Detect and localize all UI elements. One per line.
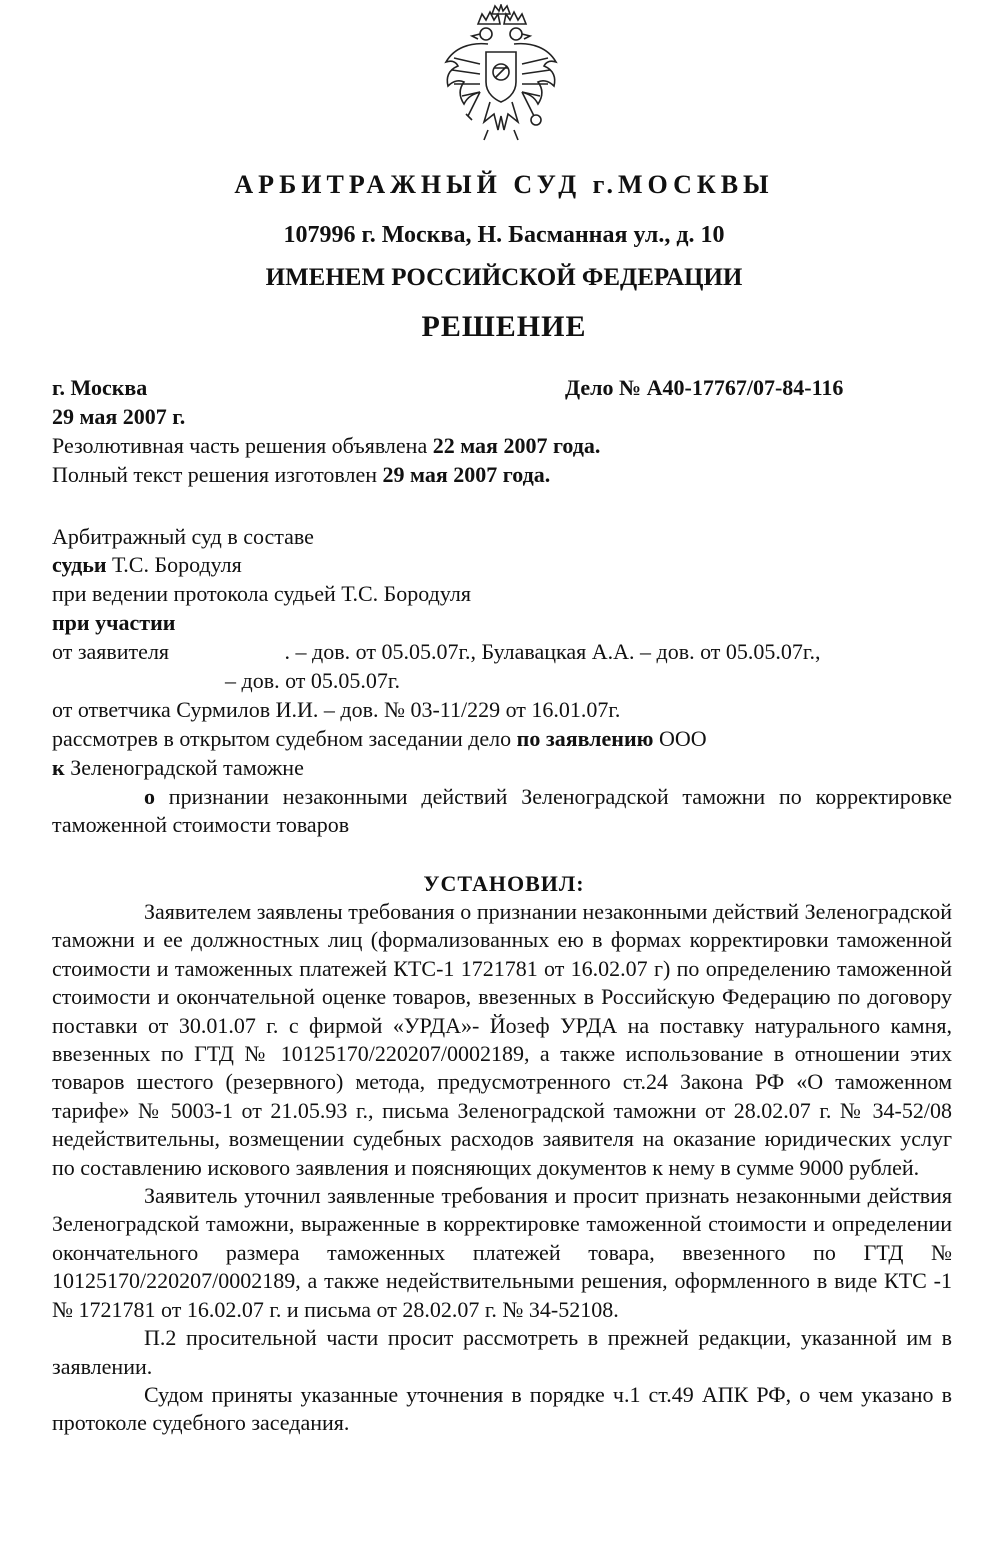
established-heading: УСТАНОВИЛ:: [423, 871, 585, 896]
established-body: [52, 898, 952, 1438]
in-name-of-federation: ИМЕНЕМ РОССИЙСКОЙ ФЕДЕРАЦИИ: [265, 264, 743, 291]
applicant-representatives-cont: – дов. от 05.05.07г.: [225, 668, 400, 693]
case-number: Дело № А40-17767/07-84-116: [565, 375, 844, 400]
judge-label: судьи: [52, 552, 107, 577]
judge-line: [52, 551, 242, 579]
russian-coat-of-arms-icon: [440, 4, 562, 144]
city: г. Москва: [52, 375, 148, 400]
operative-part-line: [52, 432, 600, 460]
decision-date: 29 мая 2007 г.: [52, 404, 186, 429]
respondent-line: [52, 754, 304, 782]
court-name: АРБИТРАЖНЫЙ СУД г.МОСКВЫ: [234, 170, 774, 199]
considered-suffix: ООО: [653, 726, 707, 751]
operative-part-date: 22 мая 2007 года.: [432, 433, 601, 458]
participation-label: при участии: [52, 610, 176, 635]
operative-part-text: Резолютивная часть решения объявлена: [52, 433, 433, 458]
respondent-representative: от ответчика Сурмилов И.И. – дов. № 03-11/229 от 16.01.07г.: [52, 697, 621, 722]
subject-bold: о: [144, 784, 155, 809]
applicant-representatives: от заявителя . – дов. от 05.05.07г., Булавацкая А.А. – дов. от 05.05.07г.,: [52, 639, 821, 664]
court-composition-label: Арбитражный суд в составе: [52, 524, 314, 549]
document-type: РЕШЕНИЕ: [421, 310, 587, 343]
considered-case-line: [52, 725, 707, 753]
full-text-line: [52, 461, 550, 489]
court-address: 107996 г. Москва, Н. Басманная ул., д. 10: [283, 222, 725, 248]
full-text-date: 29 мая 2007 года.: [382, 462, 551, 487]
case-subject: [52, 783, 952, 840]
against-text: Зеленоградской таможне: [64, 755, 304, 780]
considered-prefix: рассмотрев в открытом судебном заседании дело: [52, 726, 517, 751]
against-bold: к: [52, 755, 65, 780]
full-text-text: Полный текст решения изготовлен: [52, 462, 383, 487]
subject-text: признании незаконными действий Зеленоградской таможни по корректировке таможенной стоимости товаров: [52, 784, 952, 838]
considered-bold: по заявлению: [516, 726, 654, 751]
paragraph: Заявителем заявлены требования о признании незаконными действий Зеленоградской таможни и ее должностных лиц (формализованных ею в формах корректировки таможенной стоимости и таможенных платежей КТС-1 1721781 от 16.02.07 г) по определению таможенной стоимости и окончательной оценке товаров, ввезенных в Российскую Федерацию по договору поставки от 30.01.07 г. с фирмой «УРДА»- Йозеф УРДА на поставку натурального камня, ввезенных по ГТД № 10125170/220207/0002189, а также использование в отношении этих товаров шестого (резервного) метода, предусмотренного ст.24 Закона РФ «О таможенном тарифе» № 5003-1 от 21.05.93 г., письма Зеленоградской таможни от 28.02.07 г. № 34-52/08 недействительны, возмещении судебных расходов заявителя на оказание юридических услуг по составлению искового заявления и поясняющих документов к нему в сумме 9000 рублей.: [52, 899, 952, 1180]
protocol-line: при ведении протокола судьей Т.С. Бородуля: [52, 581, 471, 606]
paragraph: П.2 просительной части просит рассмотреть в прежней редакции, указанной им в заявлении.: [52, 1325, 952, 1379]
judge-name: Т.С. Бородуля: [106, 552, 242, 577]
paragraph: Заявитель уточнил заявленные требования и просит признать незаконными действия Зеленоградской таможни, выраженные в корректировке таможенной стоимости и определении окончательного размера таможенных платежей товара, ввезенного по ГТД № 10125170/220207/0002189, а также недействительными решения, оформленного в виде КТС -1 № 1721781 от 16.02.07 г. и письма от 28.02.07 г. № 34-52108.: [52, 1183, 952, 1322]
paragraph: Судом приняты указанные уточнения в порядке ч.1 ст.49 АПК РФ, о чем указано в протоколе судебного заседания.: [52, 1381, 952, 1436]
